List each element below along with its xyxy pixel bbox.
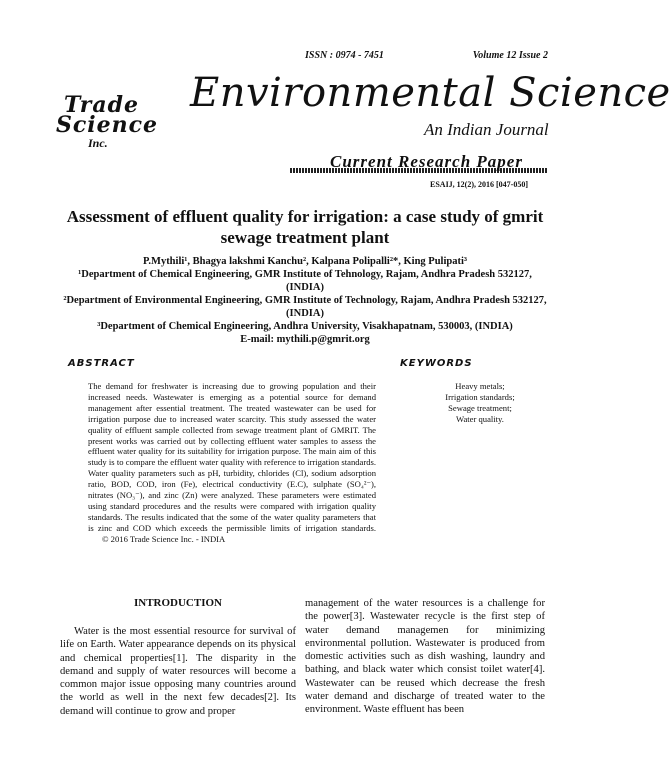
- abstract-text: The demand for freshwater is increasing due to growing population and their increased needs. Wastewater is emerging as a potential source for demand management after essential treatment. The treated wastewater can be used for irrigation purpose due to increased water scarcity. This study assessed the water quality of effluent sample collected from sewage treatment plant of GMRIT. The present works was carried out by collecting effluent water samples to assess the effluent water quality for its suitability for irrigation purpose. The main aim of this study is to compare the effluent water quality with reference to irrigation standards. Water quality parameters such as pH, turbidity, chlorides (Cl), sodium adsorption ratio, BOD, COD, iron (Fe), electrical conductivity (E.C), sulphate (SO₄²⁻), nitrates (NO₃⁻), and zinc (Zn) were analyzed. These parameters were estimated using standard procedures and the results were compared with irrigation quality standards. The results indicated that the some of the water quality parameters that is zinc and COD which exceeds the permissible limits of irrigation standards.: [88, 381, 376, 533]
- logo-line-trade: Trade: [64, 92, 139, 118]
- author-block: [60, 255, 550, 346]
- affiliation-2: ²Department of Environmental Engineering, GMR Institute of Technology, Rajam, Andhra Pradesh 532127, (INDIA): [63, 295, 547, 319]
- author-list: P.Mythili¹, Bhagya lakshmi Kanchu², Kalpana Polipalli²*, King Pulipati³: [142, 256, 468, 267]
- journal-subtitle: An Indian Journal: [424, 120, 549, 139]
- affiliation-3: ³Department of Chemical Engineering, Andhra University, Visakhapatnam, 530003, (INDIA): [97, 321, 513, 332]
- issn-text: ISSN : 0974 - 7451: [305, 50, 384, 61]
- abstract-copyright: © 2016 Trade Science Inc. - INDIA: [102, 533, 226, 544]
- introduction-left-column: Water is the most essential resource for survival of life on Earth. Water appearance depends on its physical and chemical properties[1]. The disparity in the demand and supply of water resources will become a common major issue opposing many countries around the world as well in the next few decades[2]. Its demand will continue to grow and proper: [60, 626, 296, 717]
- abstract-heading: ABSTRACT: [68, 358, 135, 369]
- publisher-logo: [52, 92, 159, 156]
- keyword-item: Water quality.: [456, 413, 504, 424]
- corresponding-email: E-mail: mythili.p@gmrit.org: [240, 334, 370, 345]
- introduction-right-column: management of the water resources is a challenge for the power[3]. Wastewater recycle is the first step of water demand managemen for minimizing environmental pollution. Wastewater is produced from domestic activities such as dish washing, laundry and bathing, and black water which consist toilet water[4]. Wastewater can be reused which decrease the fresh water demand and discharge of treated water to the environment. Waste effluent has been: [305, 598, 545, 716]
- keywords-list: [405, 381, 555, 425]
- keywords-heading: KEYWORDS: [400, 358, 473, 369]
- keyword-item: Heavy metals;: [455, 381, 505, 391]
- logo-line-inc: Inc.: [88, 136, 108, 150]
- paper-title: Assessment of effluent quality for irrigation: a case study of gmrit sewage treatment plant: [66, 207, 544, 247]
- introduction-heading: INTRODUCTION: [133, 597, 222, 609]
- abstract-body: [88, 381, 376, 545]
- citation: ESAIJ, 12(2), 2016 [047-050]: [430, 180, 528, 189]
- journal-title: Environmental Science: [190, 70, 671, 116]
- logo-line-science: Science: [56, 112, 159, 138]
- keyword-item: Sewage treatment;: [448, 402, 512, 413]
- volume-issue: Volume 12 Issue 2: [472, 50, 548, 61]
- affiliation-1: ¹Department of Chemical Engineering, GMR Institute of Tehnology, Rajam, Andhra Pradesh 532127, (INDIA): [78, 269, 532, 293]
- paper-type: Current Research Paper: [330, 152, 523, 171]
- keyword-item: Irrigation standards;: [445, 391, 515, 402]
